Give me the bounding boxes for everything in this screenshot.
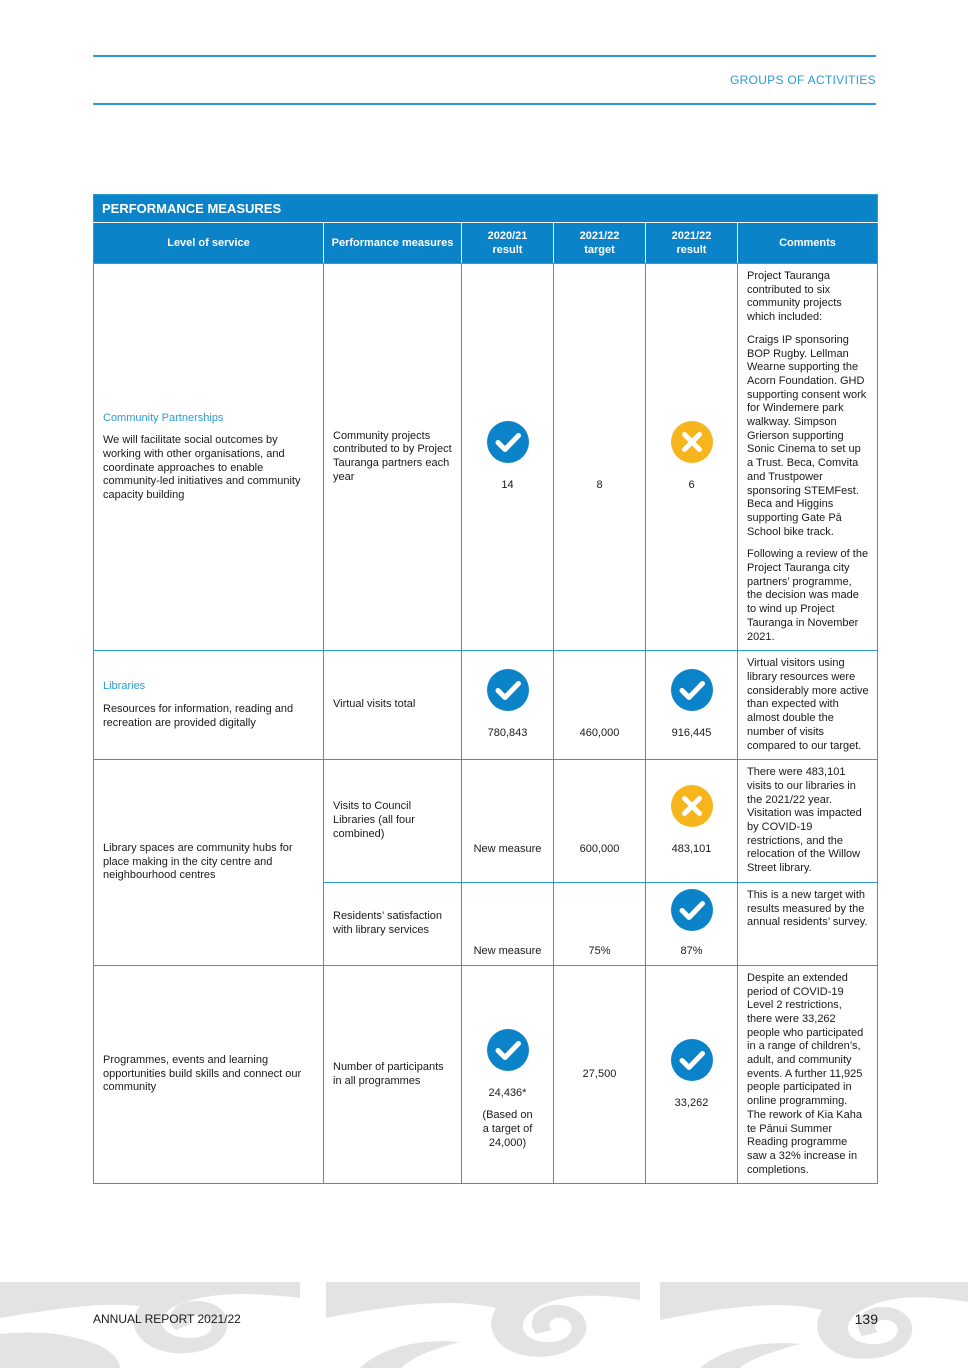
level-of-service-cell	[94, 965, 324, 1184]
result-value: 33,262	[674, 1096, 709, 1109]
result-value: New measure	[473, 843, 542, 856]
target-value: 75%	[588, 945, 611, 958]
result-value: 24,436*	[488, 1086, 527, 1099]
target-cell	[554, 264, 646, 651]
check-icon	[487, 669, 529, 711]
target-value: 600,000	[579, 843, 620, 856]
measure-cell: Virtual visits total	[324, 651, 462, 760]
target-value: 27,500	[582, 1067, 617, 1080]
cross-icon	[671, 785, 713, 827]
result-value: 916,445	[671, 727, 712, 740]
col-performance-measures: Performance measures	[324, 223, 462, 264]
table-row	[94, 760, 878, 883]
comments-cell	[738, 882, 878, 965]
result-2122-cell	[646, 264, 738, 651]
result-2122-cell	[646, 965, 738, 1184]
target-value: 460,000	[579, 727, 620, 740]
target-cell	[554, 651, 646, 760]
measure-cell: Residents’ satisfaction with library services	[324, 882, 462, 965]
target-value: 8	[596, 479, 603, 492]
col-target-2122: 2021/22 target	[554, 223, 646, 264]
check-icon	[671, 669, 713, 711]
comments-cell	[738, 965, 878, 1184]
check-icon	[487, 421, 529, 463]
table-title: PERFORMANCE MEASURES	[94, 195, 878, 223]
target-cell	[554, 965, 646, 1184]
level-of-service-cell	[94, 760, 324, 966]
comments-cell	[738, 760, 878, 883]
target-cell	[554, 882, 646, 965]
result-note: (Based on a target of 24,000)	[482, 1109, 533, 1149]
header-rule	[93, 103, 876, 105]
col-comments: Comments	[738, 223, 878, 264]
service-title: Community Partnerships	[103, 411, 224, 424]
performance-measures-table	[93, 194, 878, 1184]
comment-paragraph: There were 483,101 visits to our libraries in the 2021/22 year. Visitation was impacted by COVID-19 restrictions, and the relocation of the Willow Street library.	[747, 766, 862, 875]
table-row	[94, 651, 878, 760]
comment-paragraph: Following a review of the Project Tauranga city partners’ programme, the decision was made to wind up Project Tauranga in November 2021.	[747, 548, 869, 643]
table-header-row	[94, 223, 878, 264]
service-text: Library spaces are community hubs for place making in the city centre and neighbourhood centres	[103, 841, 293, 882]
measure-text: Visits to Council Libraries (all four combined)	[333, 800, 415, 840]
col-result-2122: 2021/22 result	[646, 223, 738, 264]
comments-cell	[738, 264, 878, 651]
result-2122-cell	[646, 882, 738, 965]
measure-cell: Community projects contributed to by Project Tauranga partners each year	[324, 264, 462, 651]
check-icon	[487, 1029, 529, 1071]
footer-report-title: ANNUAL REPORT 2021/22	[93, 1312, 241, 1326]
result-value: 780,843	[487, 727, 528, 740]
table-row	[94, 965, 878, 1184]
comment-paragraph: Project Tauranga contributed to six community projects which included:	[747, 270, 842, 324]
measure-cell	[324, 760, 462, 883]
level-of-service-cell	[94, 264, 324, 651]
level-of-service-cell	[94, 651, 324, 760]
top-rule	[93, 55, 876, 57]
service-text: Programmes, events and learning opportunities build skills and connect our community	[103, 1054, 302, 1094]
comment-paragraph: Virtual visitors using library resources were considerably more active than expected with almost double the number of visits compared to our target.	[747, 657, 869, 752]
result-value: 14	[501, 479, 514, 492]
result-2021-cell	[462, 651, 554, 760]
col-level-of-service: Level of service	[94, 223, 324, 264]
measure-cell: Number of participants in all programmes	[324, 965, 462, 1184]
cross-icon	[671, 421, 713, 463]
service-text: Resources for information, reading and recreation are provided digitally	[103, 702, 294, 729]
table-row	[94, 264, 878, 651]
check-icon	[671, 889, 713, 931]
result-value: 87%	[680, 945, 703, 958]
result-2021-cell	[462, 760, 554, 883]
result-2021-cell	[462, 965, 554, 1184]
comment-paragraph: Craigs IP sponsoring BOP Rugby. Lellman Wearne supporting the Acorn Foundation. GHD supporting consent work for Windemere park walkway. Simpson Grierson supporting Sonic Cinema to set up a Trust. Beca, Comvita and Trustpower sponsoring STEMFest. Beca and Higgins supporting Gate Pā School bike track.	[747, 333, 867, 538]
result-2021-cell	[462, 882, 554, 965]
page-number: 139	[854, 1311, 878, 1327]
result-2021-cell	[462, 264, 554, 651]
result-2122-cell	[646, 651, 738, 760]
col-result-2021: 2020/21 result	[462, 223, 554, 264]
comment-paragraph: Despite an extended period of COVID-19 Level 2 restrictions, there were 33,262 people who participated in a range of children’s, adult, and community events. A further 11,925 people participated in online programming. The rework of Kia Kaha te Pānui Summer Reading programme saw a 32% increase in completions.	[747, 971, 864, 1176]
service-text: We will facilitate social outcomes by working with other organisations, and coordinate approaches to enable community-led initiatives and community capacity building	[103, 434, 301, 502]
result-value: New measure	[473, 945, 542, 958]
check-icon	[671, 1039, 713, 1081]
comments-cell	[738, 651, 878, 760]
target-cell	[554, 760, 646, 883]
comment-paragraph: This is a new target with results measured by the annual residents’ survey.	[747, 888, 868, 929]
service-title: Libraries	[103, 680, 146, 693]
result-value: 483,101	[671, 843, 712, 856]
result-2122-cell	[646, 760, 738, 883]
section-label: GROUPS OF ACTIVITIES	[729, 73, 876, 87]
result-value: 6	[688, 479, 695, 492]
